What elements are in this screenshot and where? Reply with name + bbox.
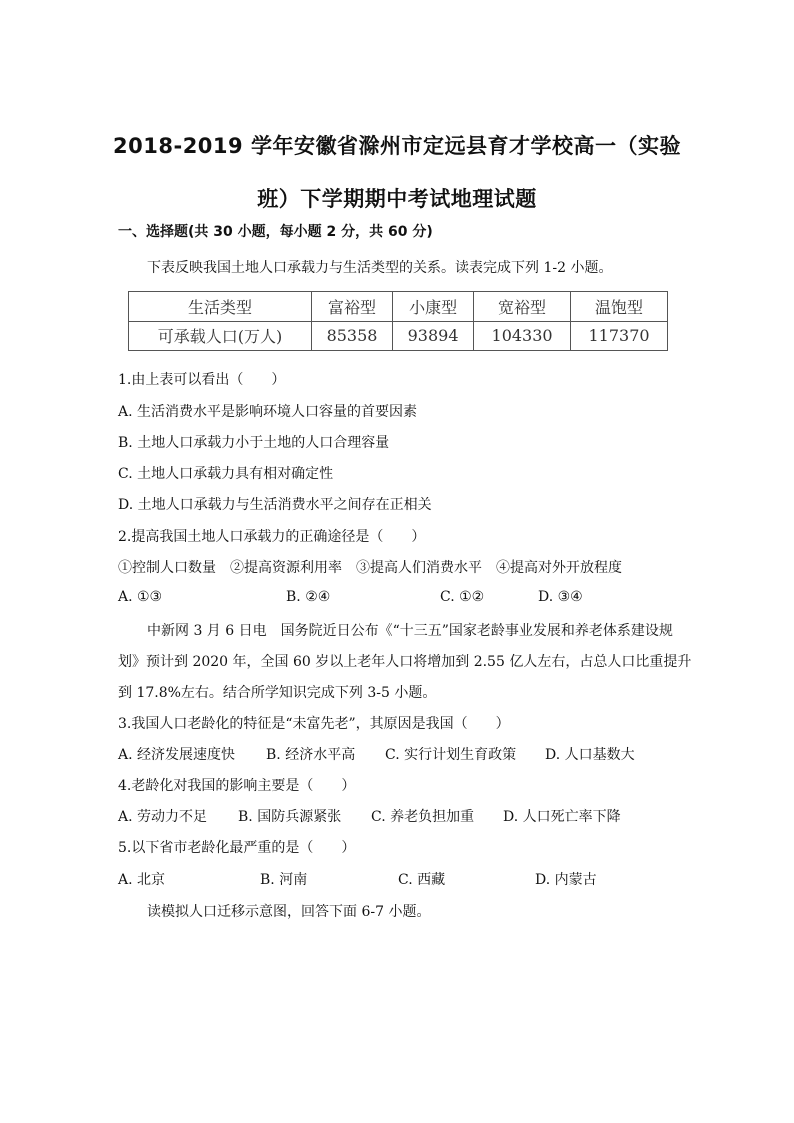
- question-1-option-b: B. 土地人口承载力小于土地的人口合理容量: [118, 435, 390, 451]
- question-1-option-c: C. 土地人口承载力具有相对确定性: [118, 466, 334, 482]
- table-row: [129, 321, 668, 351]
- question-5-option-a: A. 北京: [118, 872, 166, 888]
- question-2-items: ①控制人口数量 ②提高资源利用率 ③提高人们消费水平 ④提高对外开放程度: [118, 560, 622, 576]
- question-3-option-c: C. 实行计划生育政策: [385, 747, 517, 763]
- question-3-option-d: D. 人口基数大: [545, 747, 635, 763]
- intro-text-3: 读模拟人口迁移示意图，回答下面 6-7 小题。: [147, 904, 431, 920]
- question-2-stem: 2.提高我国土地人口承载力的正确途径是（ ）: [118, 529, 426, 545]
- passage-2-line-1: 中新网 3 月 6 日电 国务院近日公布《“十三五”国家老龄事业发展和养老体系建设规: [147, 623, 673, 639]
- passage-2-line-3: 到 17.8%左右。结合所学知识完成下列 3-5 小题。: [118, 685, 437, 701]
- question-5-option-b: B. 河南: [260, 872, 308, 888]
- question-3-option-b: B. 经济水平高: [266, 747, 356, 763]
- page-title-line1: 2018-2019 学年安徽省滁州市定远县育才学校高一（实验: [113, 134, 681, 158]
- question-3-option-a: A. 经济发展速度快: [118, 747, 236, 763]
- page-title-line2: 班）下学期期中考试地理试题: [257, 187, 537, 211]
- question-2-option-d: D. ③④: [538, 589, 583, 605]
- question-5-option-c: C. 西藏: [398, 872, 446, 888]
- question-1-option-a: A. 生活消费水平是影响环境人口容量的首要因素: [118, 404, 418, 420]
- question-5-stem: 5.以下省市老龄化最严重的是（ ）: [118, 840, 356, 856]
- question-1-stem: 1.由上表可以看出（ ）: [118, 372, 286, 388]
- question-4-option-c: C. 养老负担加重: [371, 809, 475, 825]
- table-column-header: 富裕型: [312, 292, 393, 322]
- capacity-table: [128, 291, 668, 351]
- table-column-header: 宽裕型: [474, 292, 571, 322]
- table-cell: 104330: [474, 321, 571, 351]
- passage-2-line-2: 划》预计到 2020 年，全国 60 岁以上老年人口将增加到 2.55 亿人左右，占总人口比重提升: [118, 654, 692, 670]
- table-cell: 117370: [571, 321, 668, 351]
- question-2-option-b: B. ②④: [286, 589, 331, 605]
- section-heading: 一、选择题(共 30 小题，每小题 2 分，共 60 分): [118, 224, 433, 240]
- table-cell: 93894: [393, 321, 474, 351]
- question-2-option-c: C. ①②: [440, 589, 485, 605]
- table-column-header: 温饱型: [571, 292, 668, 322]
- table-row-header: 生活类型: [129, 292, 312, 322]
- table-cell: 85358: [312, 321, 393, 351]
- question-4-stem: 4.老龄化对我国的影响主要是（ ）: [118, 778, 356, 794]
- table-row: [129, 292, 668, 322]
- question-4-option-d: D. 人口死亡率下降: [503, 809, 621, 825]
- question-2-option-a: A. ①③: [118, 589, 163, 605]
- table-row-header: 可承载人口(万人): [129, 321, 312, 351]
- question-4-option-b: B. 国防兵源紧张: [238, 809, 342, 825]
- question-3-stem: 3.我国人口老龄化的特征是“未富先老”，其原因是我国（ ）: [118, 716, 510, 732]
- table-column-header: 小康型: [393, 292, 474, 322]
- question-5-option-d: D. 内蒙古: [535, 872, 597, 888]
- question-1-option-d: D. 土地人口承载力与生活消费水平之间存在正相关: [118, 497, 432, 513]
- question-4-option-a: A. 劳动力不足: [118, 809, 208, 825]
- intro-text-1: 下表反映我国土地人口承载力与生活类型的关系。读表完成下列 1-2 小题。: [147, 260, 613, 276]
